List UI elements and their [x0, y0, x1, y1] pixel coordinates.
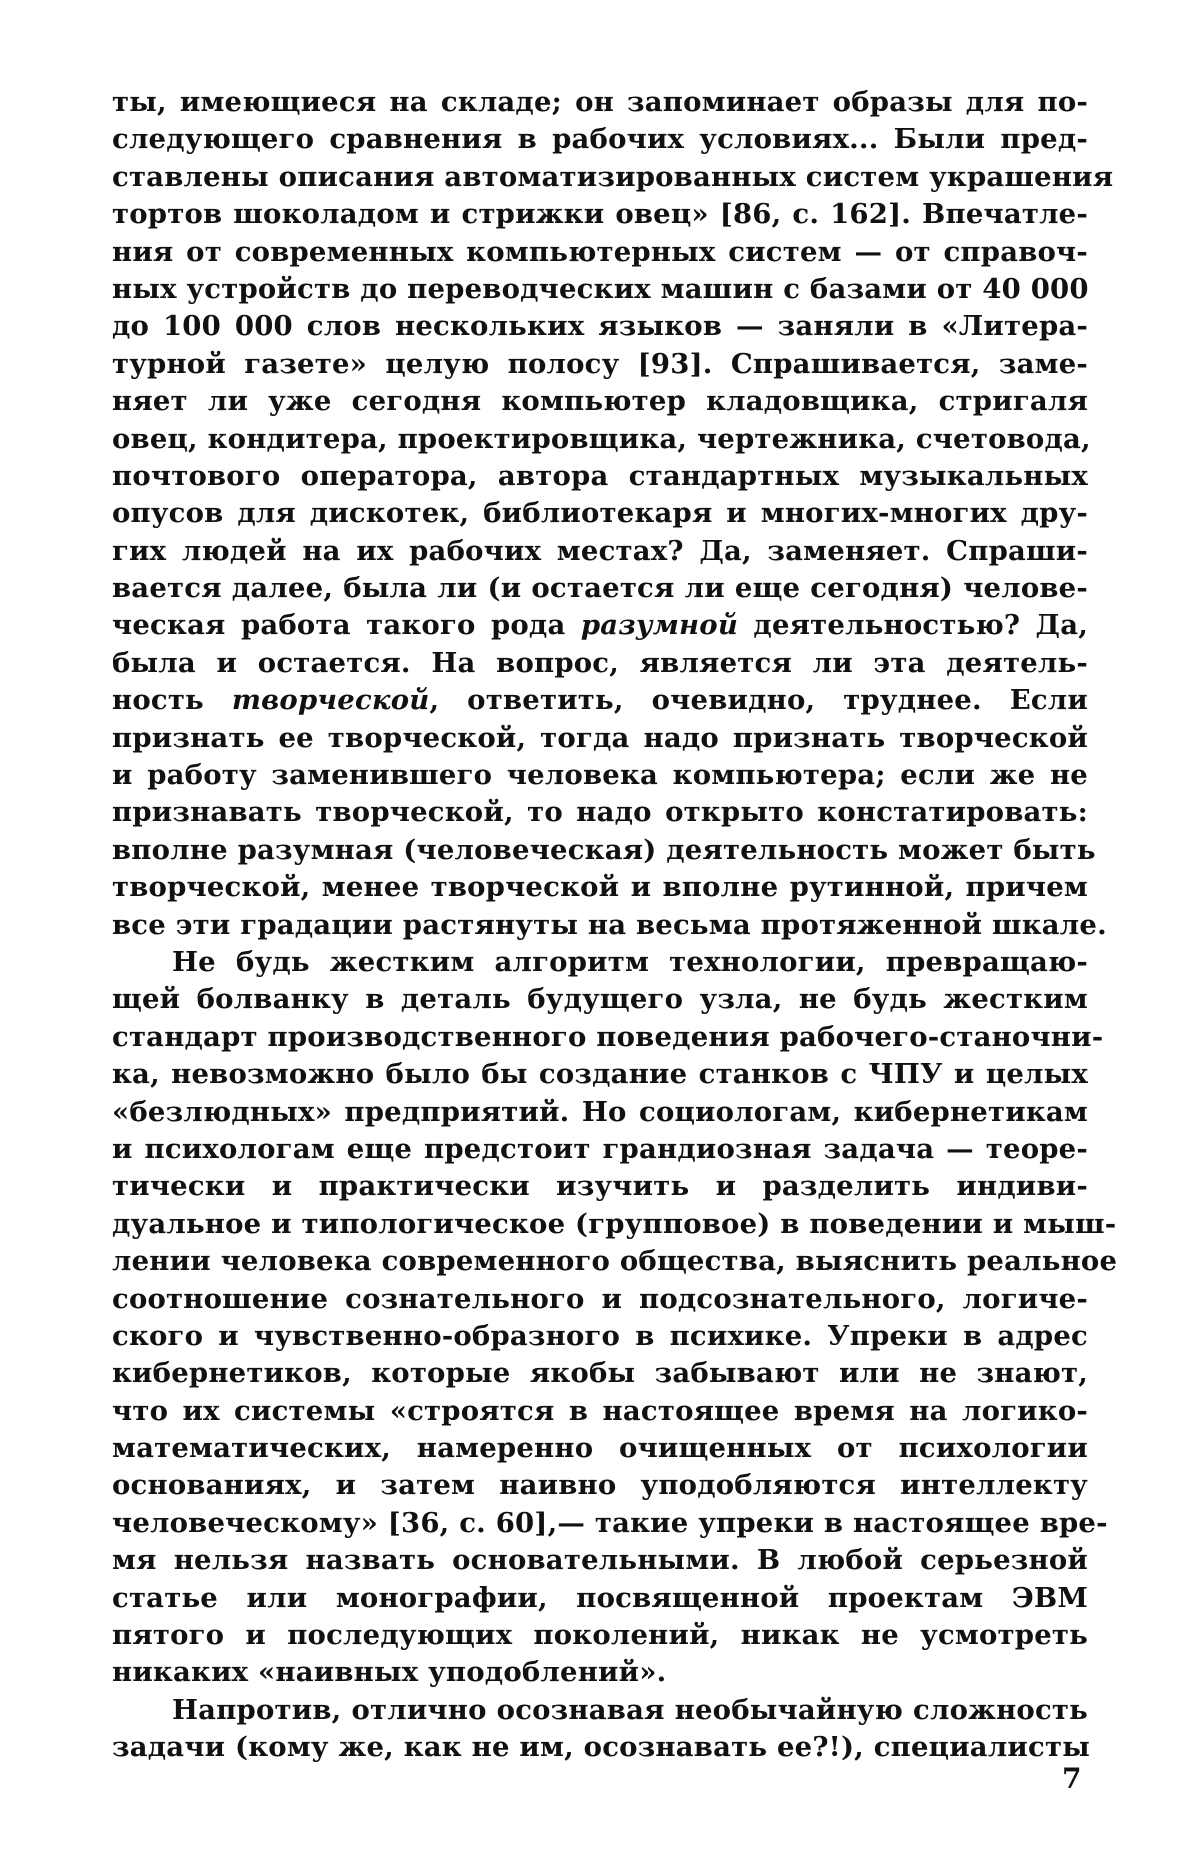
text-line: задачи (кому же, как не им, осознавать ее?!), специалисты [112, 1731, 1090, 1764]
text-line: почтового оператора, автора стандартных музыкальных [112, 459, 1088, 492]
text-line: дуальное и типологическое (групповое) в поведении и мыш- [112, 1207, 1117, 1240]
text-line: турной газете» целую полосу [93]. Спрашивается, заме- [112, 347, 1088, 380]
text-line: следующего сравнения в рабочих условиях... Были пред- [112, 123, 1088, 156]
text-line: ты, имеющиеся на складе; он запоминает образы для по- [112, 86, 1088, 118]
text-line: Напротив, отлично осознавая необычайную сложность [172, 1693, 1088, 1726]
text-line: ность творческой, ответить, очевидно, труднее. Если [112, 684, 1088, 717]
text-line: ния от современных компьютерных систем — от справоч- [112, 235, 1088, 268]
text-line: основаниях, и затем наивно уподобляются интеллекту [112, 1469, 1088, 1502]
text-line: вается далее, была ли (и остается ли еще сегодня) челове- [112, 572, 1088, 605]
text-line: никаких «наивных уподоблений». [112, 1656, 667, 1689]
text-line: была и остается. На вопрос, является ли эта деятель- [112, 646, 1088, 679]
text-line: тортов шоколадом и стрижки овец» [86, с. 162]. Впечатле- [112, 198, 1088, 231]
text-line: лении человека современного общества, выяснить реальное [112, 1245, 1118, 1278]
text-line: ского и чувственно-образного в психике. Упреки в адрес [112, 1319, 1088, 1352]
text-line: стандарт производственного поведения рабочего-станочни- [112, 1020, 1104, 1053]
text-line: гих людей на их рабочих местах? Да, заменяет. Спраши- [112, 534, 1088, 567]
text-line: и психологам еще предстоит грандиозная задача — теоре- [112, 1132, 1088, 1165]
page-number: 7 [1062, 1762, 1082, 1795]
text-line: все эти градации растянуты на весьма протяженной шкале. [112, 908, 1107, 941]
text-line: признавать творческой, то надо открыто констатировать: [112, 796, 1088, 829]
text-line: тически и практически изучить и разделить индиви- [112, 1170, 1088, 1203]
text-line: кибернетиков, которые якобы забывают или не знают, [112, 1357, 1088, 1390]
paragraph [112, 944, 1118, 1692]
text-line: пятого и последующих поколений, никак не усмотреть [112, 1619, 1088, 1652]
text-line: и работу заменившего человека компьютера; если же не [112, 759, 1088, 792]
text-line: признать ее творческой, тогда надо признать творческой [112, 721, 1088, 754]
text-line: ставлены описания автоматизированных систем украшения [112, 160, 1114, 193]
text-line: математических, намеренно очищенных от психологии [112, 1432, 1088, 1465]
text-line: ка, невозможно было бы создание станков с ЧПУ и целых [112, 1058, 1088, 1091]
text-line: няет ли уже сегодня компьютер кладовщика, стригаля [112, 385, 1088, 418]
text-line: человеческому» [36, с. 60],— такие упреки в настоящее вре- [112, 1506, 1108, 1539]
paragraph [112, 84, 1114, 944]
text-line: ческая работа такого рода разумной деятельностью? Да, [112, 609, 1088, 642]
text-line: «безлюдных» предприятий. Но социологам, кибернетикам [112, 1095, 1088, 1128]
text-line: статье или монографии, посвященной проектам ЭВМ [112, 1581, 1088, 1614]
text-line: опусов для дискотек, библиотекаря и многих-многих дру- [112, 497, 1088, 530]
page-body [112, 84, 1118, 1767]
text-line: мя нельзя назвать основательными. В любой серьезной [112, 1544, 1088, 1577]
text-line: вполне разумная (человеческая) деятельность может быть [112, 833, 1096, 866]
text-line: ных устройств до переводческих машин с базами от 40 000 [112, 272, 1089, 305]
paragraph [112, 1692, 1088, 1767]
text-line: щей болванку в деталь будущего узла, не будь жестким [112, 983, 1088, 1016]
text-line: соотношение сознательного и подсознательного, логиче- [112, 1282, 1088, 1315]
text-line: Не будь жестким алгоритм технологии, превращаю- [172, 945, 1088, 978]
text-line: творческой, менее творческой и вполне рутинной, причем [112, 871, 1088, 904]
text-line: овец, кондитера, проектировщика, чертежника, счетовода, [112, 422, 1091, 455]
text-line: что их системы «строятся в настоящее время на логико- [112, 1394, 1088, 1427]
text-line: до 100 000 слов нескольких языков — заняли в «Литера- [112, 310, 1088, 343]
